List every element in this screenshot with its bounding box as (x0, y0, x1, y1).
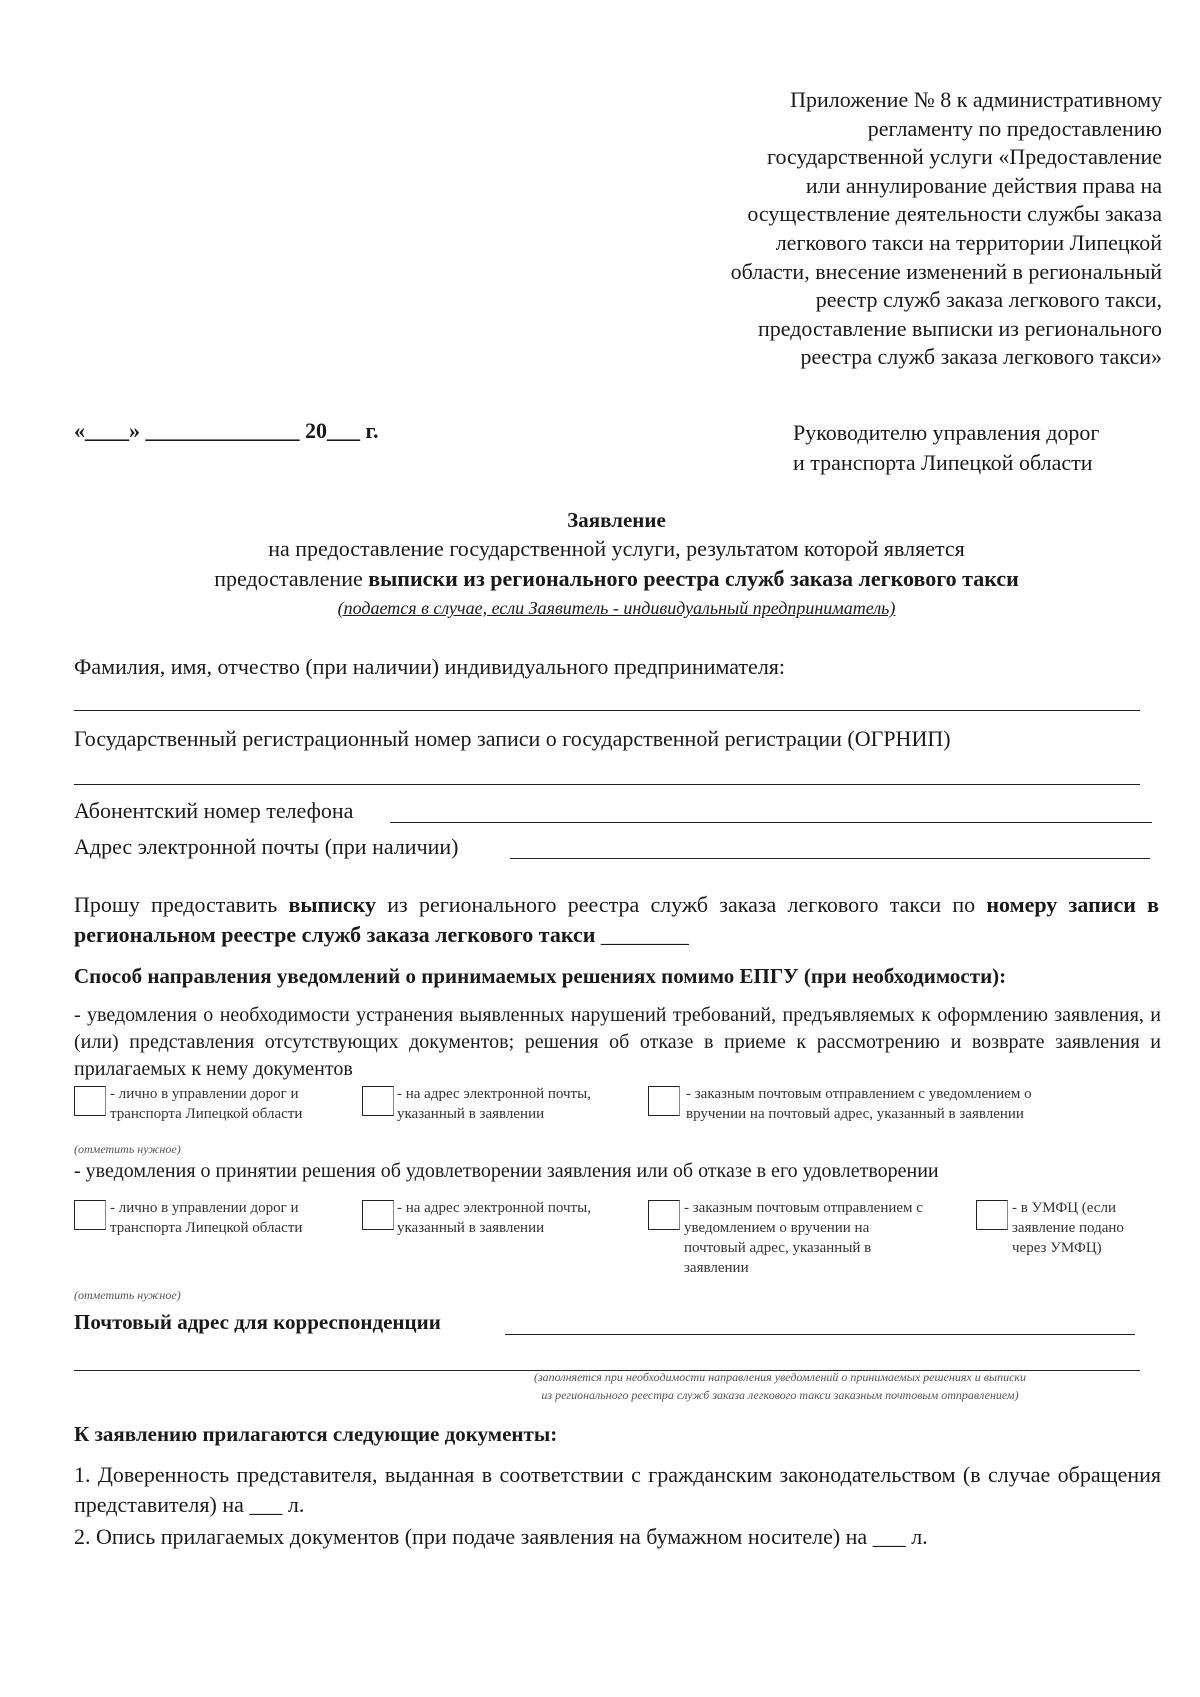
checkbox-mail-1-label (686, 1084, 1032, 1124)
addressee-line-1: Руководителю управления дорог (793, 420, 1100, 445)
appendix-line: области, внесение изменений в региональный (730, 258, 1162, 284)
label-line: заявление подано (1012, 1220, 1124, 1236)
notify-section-title: Способ направления уведомлений о принимаемых решениях помимо ЕПГУ (при необходимости): (74, 964, 1007, 988)
label-line: - лично в управлении дорог и (110, 1086, 299, 1102)
phone-input-line[interactable] (390, 822, 1152, 823)
label-line: - лично в управлении дорог и (110, 1200, 299, 1216)
title-line-1: на предоставление государственной услуги, результатом которой является (268, 536, 965, 561)
notify-para-1: - уведомления о необходимости устранения выявленных нарушений требований, предъявляемых к оформлению заявления, и (или) представления отсутствующих документов; решения об отказе в приеме к рассмотрению и возврате заявления и прилагаемых к нему документов (74, 1004, 1161, 1080)
document-item-2: 2. Опись прилагаемых документов (при подаче заявления на бумажном носителе) на ___ л. (74, 1524, 928, 1549)
document-title: Заявление (567, 508, 666, 532)
checkbox-email-2[interactable] (362, 1200, 394, 1230)
postal-note (420, 1368, 1140, 1404)
label-line: - заказным почтовым отправлением с (684, 1200, 923, 1216)
label-line: указанный в заявлении (397, 1220, 545, 1236)
title-line-2-bold: выписки из регионального реестра служб заказа легкового такси (368, 566, 1019, 591)
label-line: уведомлением о вручении на (684, 1220, 870, 1236)
postal-address-input-line[interactable] (505, 1334, 1135, 1335)
checkbox-umfc-2-label (1012, 1198, 1124, 1258)
appendix-line: легкового такси на территории Липецкой (775, 229, 1162, 255)
label-line: через УМФЦ) (1012, 1240, 1102, 1256)
notify-para-2: - уведомления о принятии решения об удовлетворении заявления или об отказе в его удовлетворении (74, 1160, 939, 1182)
date-field[interactable]: «____» ______________ 20___ г. (74, 418, 379, 443)
appendix-line: предоставление выписки из регионального (757, 315, 1162, 341)
document-item-1: 1. Доверенность представителя, выданная в соответствии с гражданским законодательством (в случае обращения представителя) на ___ л. (74, 1462, 1161, 1517)
label-line: - заказным почтовым отправлением с уведомлением о (686, 1086, 1032, 1102)
postal-note-line-1: (заполняется при необходимости направления уведомлений о принимаемых решениях и выписки (533, 1370, 1027, 1384)
email-label: Адрес электронной почты (при наличии) (74, 834, 459, 859)
postal-note-line-2: из регионального реестра служб заказа легкового такси заказным почтовым отправлением) (541, 1388, 1019, 1402)
mark-note-2: (отметить нужное) (74, 1288, 181, 1302)
email-input-line[interactable] (510, 858, 1150, 859)
request-record-number-field[interactable]: ________ (595, 922, 689, 947)
checkbox-mail-2-label (684, 1198, 923, 1278)
label-line: почтовый адрес, указанный в (684, 1240, 872, 1256)
label-line: - на адрес электронной почты, (397, 1200, 591, 1216)
title-block (74, 506, 1159, 622)
appendix-line: или аннулирование действия права на (805, 172, 1162, 198)
label-line: - на адрес электронной почты, (397, 1086, 591, 1102)
addressee-line-2: и транспорта Липецкой области (793, 450, 1093, 475)
request-part-3: из регионального реестра служб заказа легкового такси по (376, 892, 987, 917)
checkbox-umfc-2[interactable] (976, 1200, 1008, 1230)
fio-input-line[interactable] (74, 710, 1140, 711)
title-line-2 (74, 564, 1159, 594)
ogrnip-input-line[interactable] (74, 784, 1140, 785)
checkbox-email-1-label (397, 1084, 591, 1124)
ogrnip-label: Государственный регистрационный номер записи о государственной регистрации (ОГРНИП) (74, 726, 951, 751)
checkbox-personal-1[interactable] (74, 1086, 106, 1116)
checkbox-email-2-label (397, 1198, 591, 1238)
title-line-2-plain: предоставление (214, 566, 369, 591)
documents-title: К заявлению прилагаются следующие документы: (74, 1422, 558, 1446)
appendix-header (600, 86, 1162, 372)
label-line: вручении на почтовый адрес, указанный в заявлении (686, 1106, 1024, 1122)
appendix-line: регламенту по предоставлению (867, 115, 1162, 141)
label-line: указанный в заявлении (397, 1106, 545, 1122)
request-part-2: выписку (288, 892, 377, 917)
request-part-4: номеру записи в региональном реестре служб заказа легкового такси (74, 892, 1159, 947)
checkbox-personal-2[interactable] (74, 1200, 106, 1230)
request-part-1: Прошу предоставить (74, 892, 289, 917)
mark-note-1: (отметить нужное) (74, 1142, 181, 1156)
label-line: транспорта Липецкой области (110, 1106, 303, 1122)
label-line: - в УМФЦ (если (1012, 1200, 1116, 1216)
label-line: заявлении (684, 1260, 749, 1276)
phone-label: Абонентский номер телефона (74, 798, 354, 823)
appendix-line: осуществление деятельности службы заказа (747, 201, 1162, 227)
checkbox-mail-2[interactable] (648, 1200, 680, 1230)
addressee-block (793, 418, 1099, 478)
checkbox-personal-2-label (110, 1198, 302, 1238)
title-note: (подается в случае, если Заявитель - индивидуальный предприниматель) (337, 598, 896, 618)
request-paragraph (74, 890, 1159, 950)
label-line: транспорта Липецкой области (110, 1220, 303, 1236)
checkbox-mail-1[interactable] (648, 1086, 680, 1116)
appendix-line: реестра служб заказа легкового такси» (800, 344, 1162, 370)
appendix-line: государственной услуги «Предоставление (766, 144, 1162, 170)
checkbox-personal-1-label (110, 1084, 302, 1124)
postal-address-label: Почтовый адрес для корреспонденции (74, 1310, 441, 1334)
fio-label: Фамилия, имя, отчество (при наличии) индивидуального предпринимателя: (74, 654, 786, 679)
appendix-line: реестр служб заказа легкового такси, (815, 287, 1162, 313)
checkbox-email-1[interactable] (362, 1086, 394, 1116)
appendix-line: Приложение № 8 к административному (790, 87, 1162, 112)
